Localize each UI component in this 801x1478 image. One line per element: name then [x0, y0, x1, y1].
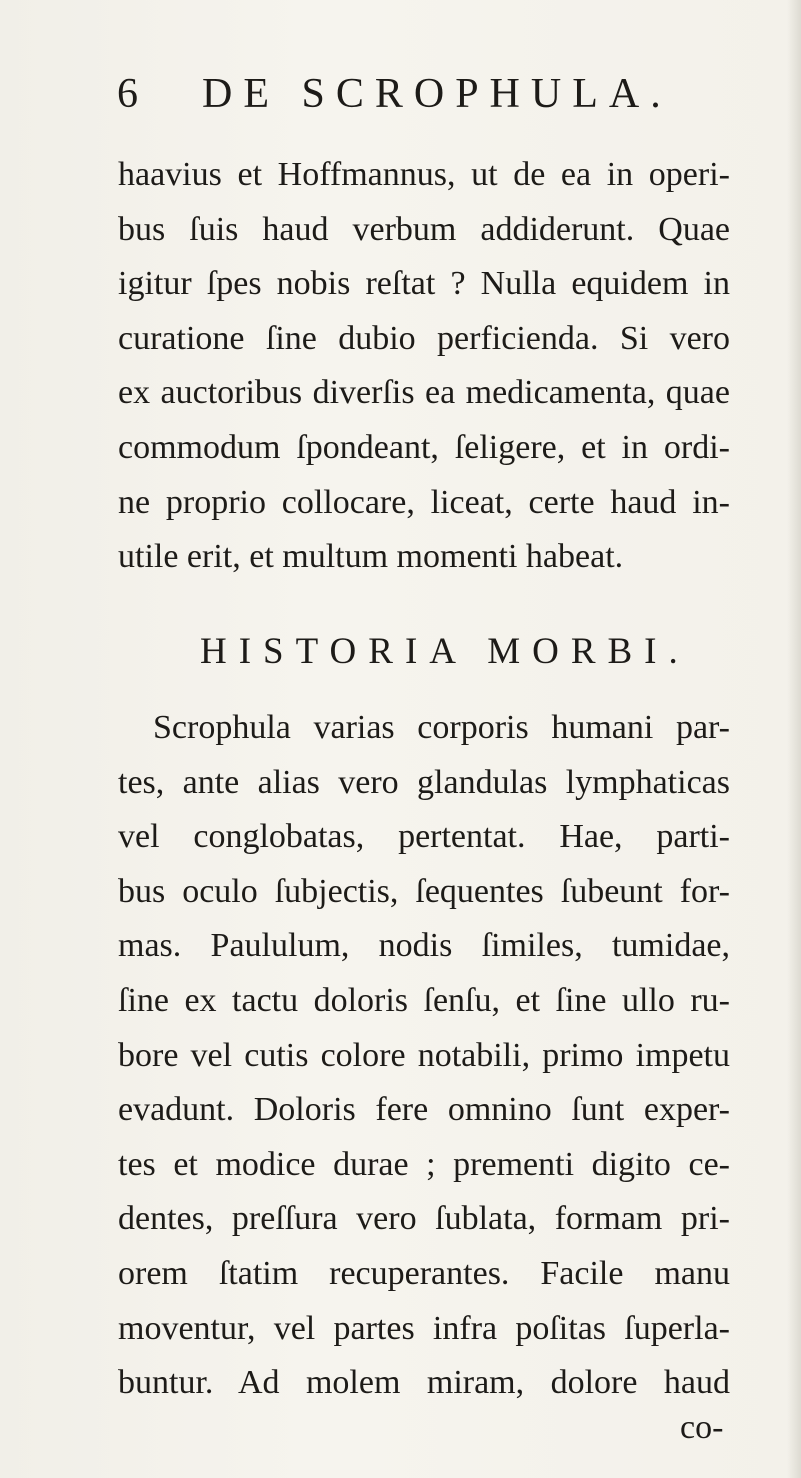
text-line: bore vel cutis colore notabili, primo impetu — [118, 1036, 730, 1074]
page-header — [0, 70, 801, 120]
text-line: tes, ante alias vero glandulas lymphaticas — [118, 763, 730, 801]
text-line: utile erit, et multum momenti habeat. — [118, 538, 624, 576]
section-heading: HISTORIA MORBI. — [200, 631, 690, 672]
page-number: 6 — [117, 71, 138, 117]
text-line: tes et modice durae ; prementi digito ce- — [118, 1145, 730, 1183]
text-line: curatione ſine dubio perficienda. Si vero — [118, 319, 730, 357]
catchword: co- — [680, 1409, 724, 1446]
text-line: evadunt. Doloris fere omnino ſunt exper- — [118, 1091, 730, 1129]
page-edge-shadow — [787, 0, 801, 1478]
text-line: ne proprio collocare, liceat, certe haud in- — [118, 483, 730, 521]
text-line: ſine ex tactu doloris ſenſu, et ſine ullo ru- — [118, 981, 730, 1019]
paragraph-1 — [118, 148, 730, 585]
text-line: bus oculo ſubjectis, ſequentes ſubeunt for- — [118, 872, 730, 910]
text-line: moventur, vel partes infra poſitas ſuperla- — [118, 1309, 730, 1347]
running-head: DE SCROPHULA. — [202, 71, 672, 117]
text-line: mas. Paululum, nodis ſimiles, tumidae, — [118, 927, 730, 965]
text-line: haavius et Hoffmannus, ut de ea in operi- — [118, 156, 730, 193]
text-line: orem ſtatim recuperantes. Facile manu — [118, 1254, 730, 1292]
text-line: dentes, preſſura vero ſublata, formam pri- — [118, 1200, 730, 1238]
paragraph-2 — [118, 701, 730, 1411]
text-line: Scrophula varias corporis humani par- — [153, 709, 730, 746]
text-line: buntur. Ad molem miram, dolore haud — [118, 1364, 730, 1402]
text-line: commodum ſpondeant, ſeligere, et in ordi- — [118, 428, 730, 466]
text-line: vel conglobatas, pertentat. Hae, parti- — [118, 818, 730, 856]
text-line: igitur ſpes nobis reſtat ? Nulla equidem in — [118, 265, 730, 303]
text-line: bus ſuis haud verbum addiderunt. Quae — [118, 210, 730, 248]
text-line: ex auctoribus diverſis ea medicamenta, quae — [118, 374, 730, 412]
